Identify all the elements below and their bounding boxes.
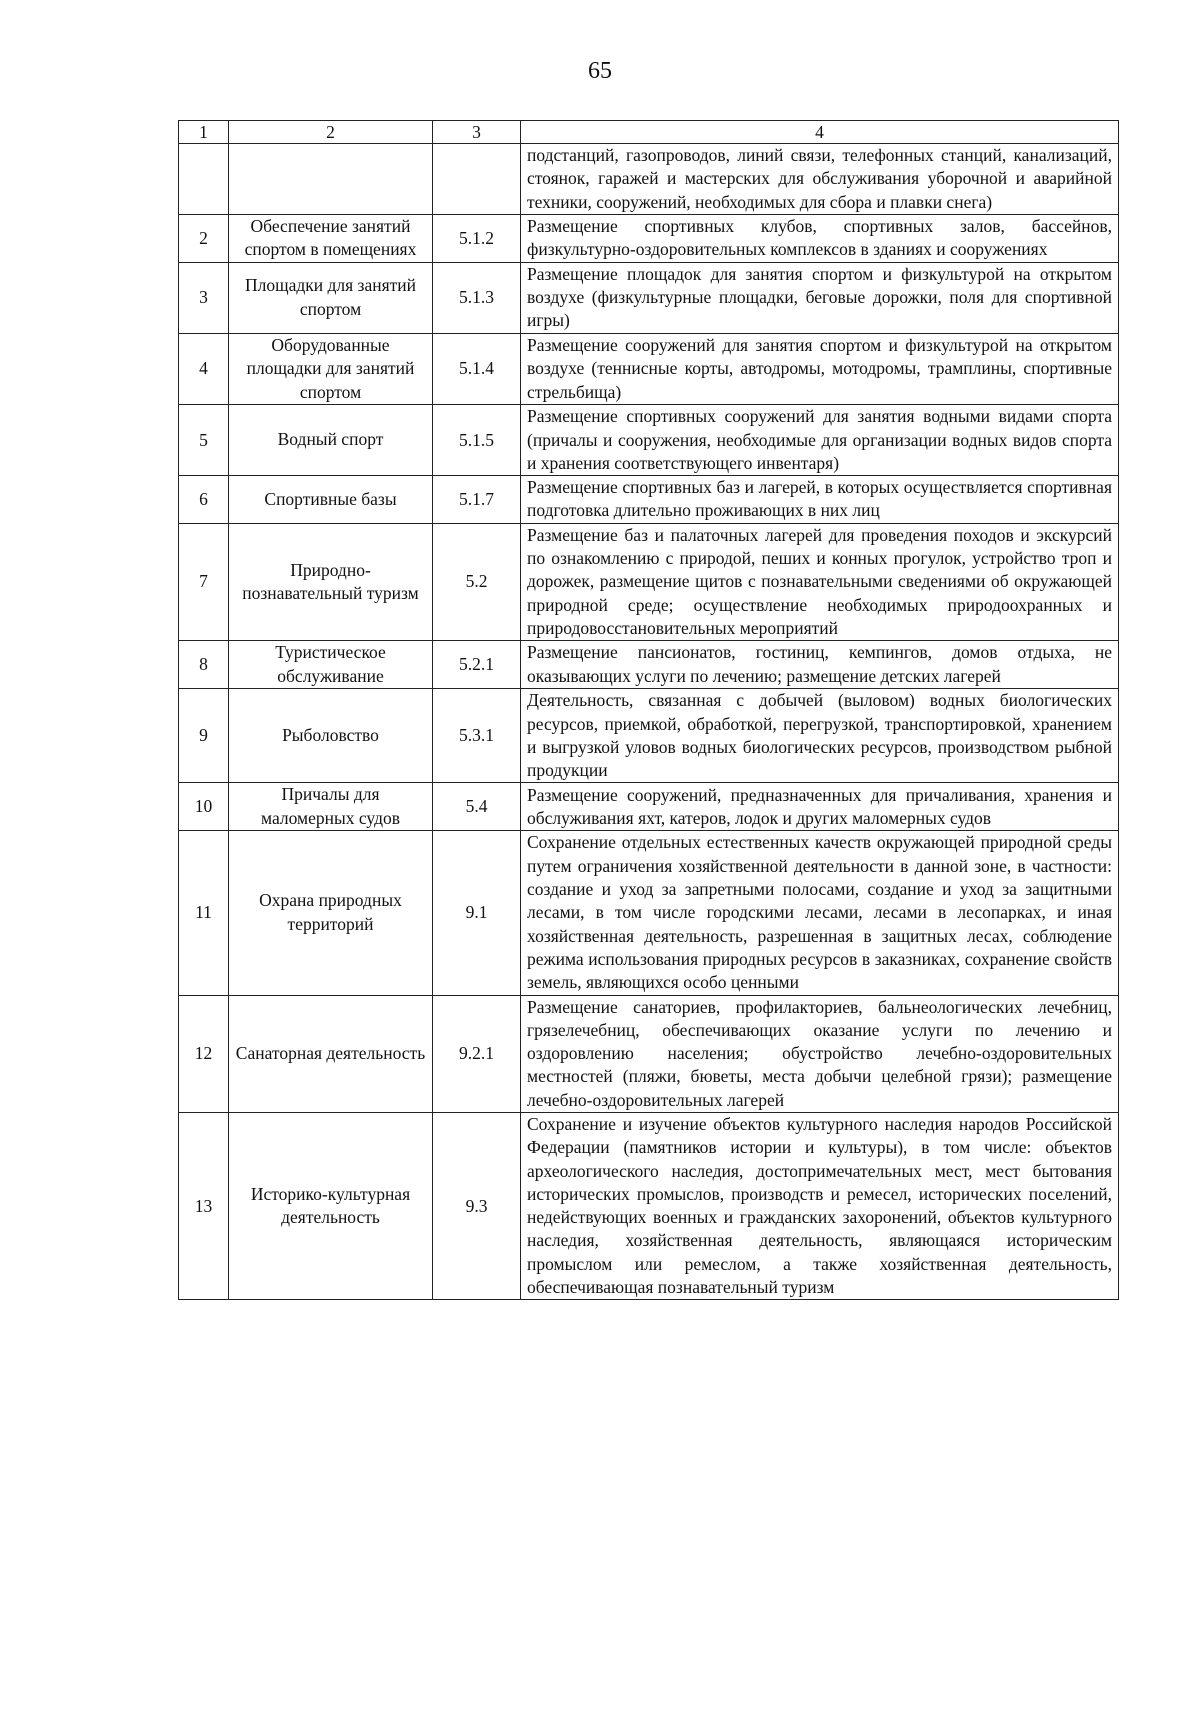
row-number: 6 (179, 476, 229, 524)
use-code (433, 144, 521, 215)
use-description: Размещение сооружений, предназначенных для причаливания, хранения и обслуживания яхт, катеров, лодок и других маломерных судов (521, 783, 1119, 831)
table-row (179, 214, 1119, 262)
row-number: 9 (179, 689, 229, 783)
row-number: 8 (179, 641, 229, 689)
use-description: Размещение санаториев, профилакториев, бальнеологических лечебниц, грязелечебниц, обеспечивающих оказание услуги по лечению и оздоровлению населения; обустройство лечебно-оздоровительных местностей (пляжи, бюветы, места добычи целебной грязи); размещение лечебно-оздоровительных лагерей (521, 995, 1119, 1112)
use-name: Спортивные базы (229, 476, 433, 524)
header-col-1: 1 (179, 121, 229, 144)
row-number: 5 (179, 405, 229, 476)
use-description: Размещение площадок для занятия спортом и физкультурой на открытом воздухе (физкультурные площадки, беговые дорожки, поля для спортивной игры) (521, 262, 1119, 333)
table-row (179, 689, 1119, 783)
table-row (179, 144, 1119, 215)
use-description: Сохранение отдельных естественных качеств окружающей природной среды путем ограничения хозяйственной деятельности в данной зоне, в частности: создание и уход за запретными полосами, создание и уход за защитными лесами, в том числе городскими лесами, лесами в лесопарках, и иная хозяйственная деятельность, разрешенная в защитных лесах, соблюдение режима использования природных ресурсов в заказниках, сохранение свойств земель, являющихся особо ценными (521, 831, 1119, 995)
use-name: Оборудованные площадки для занятий спортом (229, 333, 433, 405)
use-description: Размещение спортивных баз и лагерей, в которых осуществляется спортивная подготовка длительно проживающих в них лиц (521, 476, 1119, 524)
table-row (179, 1113, 1119, 1300)
row-number: 12 (179, 995, 229, 1112)
use-code: 5.2 (433, 523, 521, 640)
use-name: Природно-познавательный туризм (229, 523, 433, 640)
use-name: Обеспечение занятий спортом в помещениях (229, 214, 433, 262)
use-name: Историко-культурная деятельность (229, 1113, 433, 1300)
land-use-table (178, 120, 1119, 1300)
table-row (179, 405, 1119, 476)
table-row (179, 641, 1119, 689)
table-row (179, 995, 1119, 1112)
table-row (179, 783, 1119, 831)
use-description: Размещение спортивных клубов, спортивных залов, бассейнов, физкультурно-оздоровительных комплексов в зданиях и сооружениях (521, 214, 1119, 262)
use-description: Деятельность, связанная с добычей (выловом) водных биологических ресурсов, приемкой, обработкой, перегрузкой, транспортировкой, хранением и выгрузкой уловов водных биологических ресурсов, производством рыбной продукции (521, 689, 1119, 783)
use-name (229, 144, 433, 215)
header-col-2: 2 (229, 121, 433, 144)
table-row (179, 831, 1119, 995)
use-code: 5.1.2 (433, 214, 521, 262)
table-row (179, 262, 1119, 333)
use-code: 5.3.1 (433, 689, 521, 783)
table-row (179, 523, 1119, 640)
use-code: 9.2.1 (433, 995, 521, 1112)
use-code: 9.3 (433, 1113, 521, 1300)
use-description: Сохранение и изучение объектов культурного наследия народов Российской Федерации (памятников истории и культуры), в том числе: объектов археологического наследия, достопримечательных мест, мест бытования исторических промыслов, производств и ремесел, исторических поселений, недействующих военных и гражданских захоронений, объектов культурного наследия, хозяйственная деятельность, являющаяся историческим промыслом или ремеслом, а также хозяйственная деятельность, обеспечивающая познавательный туризм (521, 1113, 1119, 1300)
row-number: 2 (179, 214, 229, 262)
use-name: Площадки для занятий спортом (229, 262, 433, 333)
use-code: 5.1.5 (433, 405, 521, 476)
table-header-row (179, 121, 1119, 144)
use-code: 5.1.3 (433, 262, 521, 333)
page-number: 65 (588, 58, 612, 84)
use-name: Рыболовство (229, 689, 433, 783)
row-number: 10 (179, 783, 229, 831)
row-number: 3 (179, 262, 229, 333)
use-code: 5.1.7 (433, 476, 521, 524)
use-description: Размещение спортивных сооружений для занятия водными видами спорта (причалы и сооружения, необходимые для организации водных видов спорта и хранения соответствующего инвентаря) (521, 405, 1119, 476)
use-name: Причалы для маломерных судов (229, 783, 433, 831)
header-col-3: 3 (433, 121, 521, 144)
use-code: 5.2.1 (433, 641, 521, 689)
header-col-4: 4 (521, 121, 1119, 144)
use-name: Санаторная деятельность (229, 995, 433, 1112)
use-description: Размещение сооружений для занятия спортом и физкультурой на открытом воздухе (теннисные корты, автодромы, мотодромы, трамплины, спортивные стрельбища) (521, 333, 1119, 405)
use-description: Размещение пансионатов, гостиниц, кемпингов, домов отдыха, не оказывающих услуги по лечению; размещение детских лагерей (521, 641, 1119, 689)
row-number: 4 (179, 333, 229, 405)
use-name: Водный спорт (229, 405, 433, 476)
table-row (179, 333, 1119, 405)
use-description: Размещение баз и палаточных лагерей для проведения походов и экскурсий по ознакомлению с природой, пеших и конных прогулок, устройство троп и дорожек, размещение щитов с познавательными сведениями об окружающей природной среде; осуществление необходимых природоохранных и природовосстановительных мероприятий (521, 523, 1119, 640)
row-number: 7 (179, 523, 229, 640)
use-code: 5.1.4 (433, 333, 521, 405)
use-name: Туристическое обслуживание (229, 641, 433, 689)
table-row (179, 476, 1119, 524)
use-code: 9.1 (433, 831, 521, 995)
use-name: Охрана природных территорий (229, 831, 433, 995)
row-number: 11 (179, 831, 229, 995)
use-description: подстанций, газопроводов, линий связи, телефонных станций, канализаций, стоянок, гаражей и мастерских для обслуживания уборочной и аварийной техники, сооружений, необходимых для сбора и плавки снега) (521, 144, 1119, 215)
use-code: 5.4 (433, 783, 521, 831)
row-number (179, 144, 229, 215)
row-number: 13 (179, 1113, 229, 1300)
